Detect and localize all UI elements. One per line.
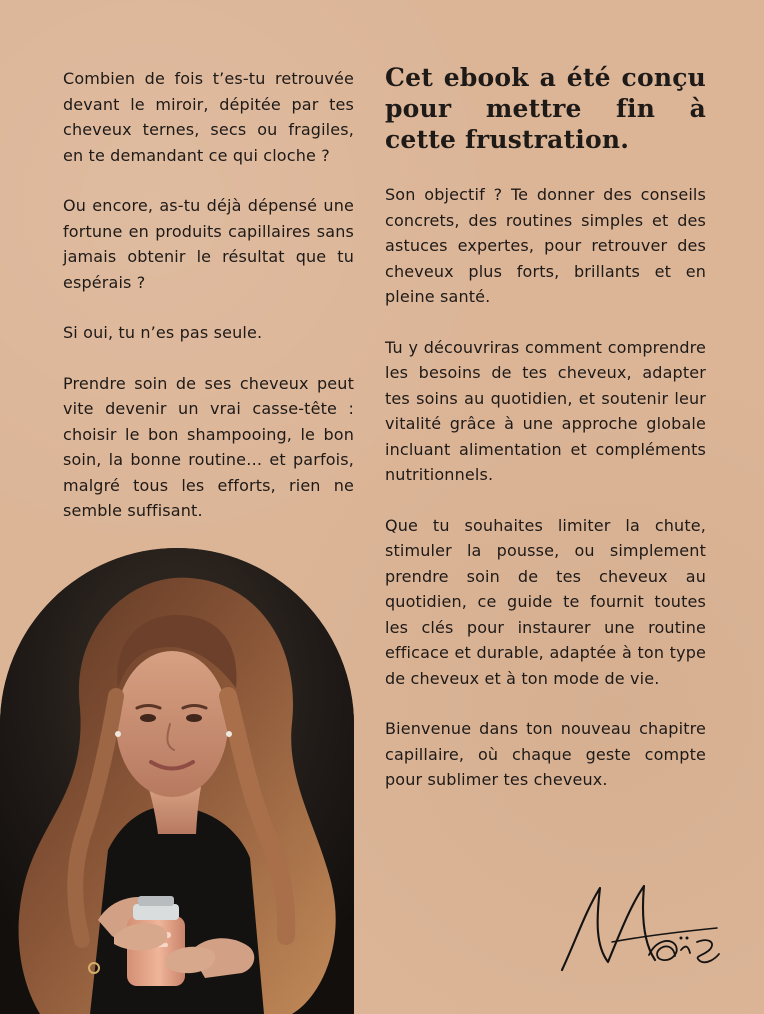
author-portrait bbox=[0, 548, 354, 1014]
left-paragraph-2: Ou encore, as-tu déjà dépensé une fortune en produits capillaires sans jamais obtenir le résultat que tu espérais ? bbox=[63, 196, 354, 292]
right-paragraph-3: Que tu souhaites limiter la chute, stimuler la pousse, ou simplement prendre soin de tes cheveux au quotidien, ce guide te fournit toutes les clés pour instaurer une routine efficace et durable, adaptée à ton type de cheveux et à ton mode de vie. bbox=[385, 515, 706, 688]
right-paragraph-4: Bienvenue dans ton nouveau chapitre capillaire, où chaque geste compte pour sublimer tes cheveux. bbox=[385, 719, 706, 789]
left-paragraph-1: Combien de fois t’es-tu retrouvée devant le miroir, dépitée par tes cheveux ternes, secs ou fragiles, en te demandant ce qui cloche ? bbox=[63, 69, 354, 165]
right-paragraph-2: Tu y découvriras comment comprendre les besoins de tes cheveux, adapter tes soins au quotidien, et soutenir leur vitalité grâce à une approche globale incluant alimentation et compléments nutritionnels. bbox=[385, 337, 706, 484]
page-heading: Cet ebook a été conçu pour mettre fin à cette frustration. bbox=[385, 63, 706, 154]
signature-name bbox=[552, 980, 553, 981]
right-paragraph-1: Son objectif ? Te donner des conseils concrets, des routines simples et des astuces expertes, pour retrouver des cheveux plus forts, brillants et en pleine santé. bbox=[385, 185, 706, 306]
author-signature bbox=[552, 880, 722, 980]
right-text-column bbox=[385, 182, 706, 793]
left-paragraph-4: Prendre soin de ses cheveux peut vite devenir un vrai casse-tête : choisir le bon shampooing, le bon soin, la bonne routine… et parfois, malgré tous les efforts, rien ne semble suffisant. bbox=[63, 373, 354, 520]
left-paragraph-3: Si oui, tu n’es pas seule. bbox=[63, 323, 263, 342]
left-text-column bbox=[63, 66, 354, 524]
